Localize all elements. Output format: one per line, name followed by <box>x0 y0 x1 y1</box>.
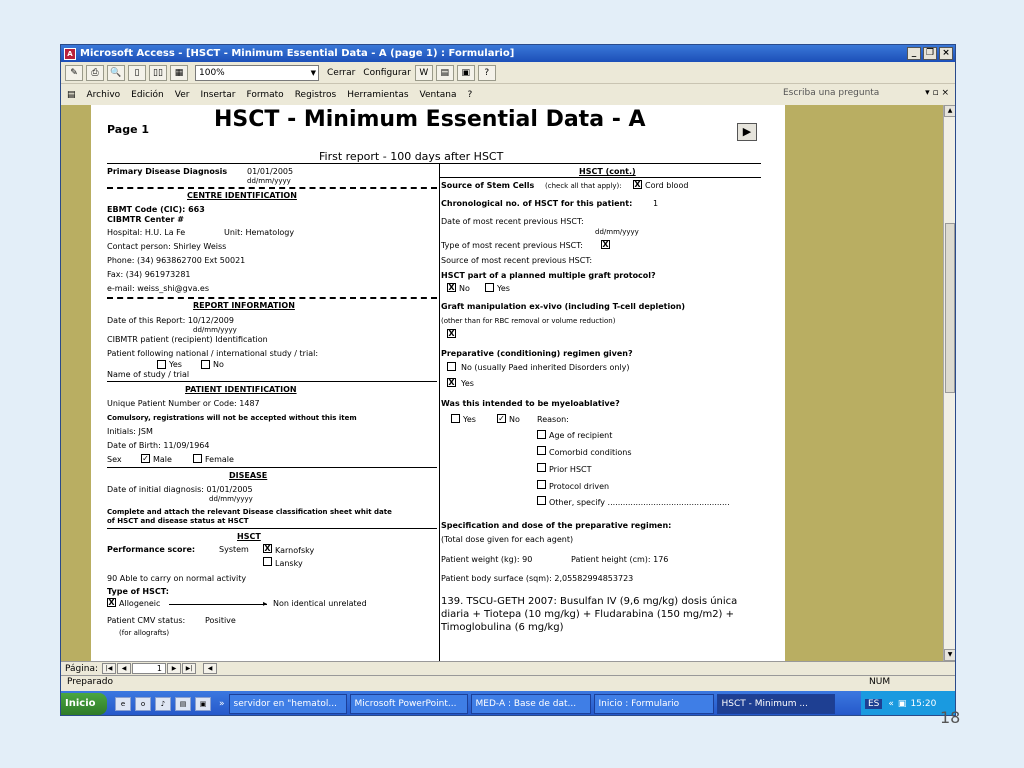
multi-graft-no-label: No <box>459 284 470 293</box>
performance-label: Performance score: <box>107 545 196 554</box>
study-question: Patient following national / international study / trial: <box>107 349 319 358</box>
zoom-select[interactable] <box>195 65 319 81</box>
preparative-yes-checkbox[interactable]: X <box>448 378 455 387</box>
recent-type-label: Type of most recent previous HSCT: <box>441 241 583 250</box>
reason-protocol-label: Protocol driven <box>549 482 610 491</box>
regimen-line-1[interactable]: 139. TSCU-GETH 2007: Busulfan IV (9,6 mg/kg) dosis única <box>441 596 738 607</box>
for-allografts: (for allografts) <box>119 629 170 637</box>
reason-age-checkbox[interactable] <box>537 430 546 439</box>
preparative-question: Preparative (conditioning) regimen given? <box>441 349 633 358</box>
fax[interactable]: Fax: (34) 961973281 <box>107 270 191 279</box>
male-checkbox[interactable]: ✓ <box>142 454 149 463</box>
dashed-separator <box>107 297 437 299</box>
initials[interactable]: Initials: JSM <box>107 427 153 436</box>
export-icon[interactable]: W <box>415 65 433 81</box>
myeloablative-no-label: No <box>509 415 520 424</box>
arrow-line <box>169 604 267 605</box>
karnofsky-checkbox[interactable]: X <box>264 544 271 553</box>
tray-expand-icon[interactable]: « <box>888 699 894 709</box>
slide-number: 18 <box>940 708 961 727</box>
recent-source-label: Source of most recent previous HSCT: <box>441 256 593 265</box>
divider <box>107 163 761 164</box>
dashed-separator <box>107 187 437 189</box>
arrow-right-icon: ▸ <box>263 599 268 608</box>
contact-person[interactable]: Contact person: Shirley Weiss <box>107 242 227 251</box>
zoom-value: 100% <box>199 67 225 78</box>
task-powerpoint[interactable]: Microsoft PowerPoint... <box>350 694 468 714</box>
ie-icon[interactable]: e <box>115 697 131 711</box>
ebmt-code[interactable]: EBMT Code (CIC): 663 <box>107 205 205 214</box>
cibmtr-patient[interactable]: CIBMTR patient (recipient) Identification <box>107 335 268 344</box>
female-label: Female <box>205 455 234 464</box>
study-no-label: No <box>213 360 224 369</box>
minimize-icon[interactable]: _ <box>907 47 921 60</box>
database-window-icon[interactable]: ▤ <box>436 65 454 81</box>
reason-prior-label: Prior HSCT <box>549 465 592 474</box>
prev-page-icon[interactable]: ◀ <box>117 663 131 674</box>
explorer-icon[interactable]: ▤ <box>175 697 191 711</box>
restore-icon[interactable]: ❐ <box>923 47 937 60</box>
email[interactable]: e-mail: weiss_shi@gva.es <box>107 284 210 293</box>
upn[interactable]: Unique Patient Number or Code: 1487 <box>107 399 260 408</box>
cmv-label: Patient CMV status: <box>107 616 186 625</box>
windows-taskbar <box>61 691 955 716</box>
menu-archivo[interactable]: Archivo <box>86 90 121 100</box>
unit[interactable]: Unit: Hematology <box>224 228 295 237</box>
help-icon[interactable]: ? <box>478 65 496 81</box>
network-icon[interactable]: ▣ <box>897 699 907 709</box>
graft-manip-question: Graft manipulation ex-vivo (including T-cell depletion) <box>441 302 686 311</box>
divider <box>107 381 437 382</box>
recent-type-checkbox[interactable]: X <box>602 240 609 249</box>
record-navigation-bar <box>61 661 955 675</box>
column-divider <box>439 163 440 661</box>
menu-insertar[interactable]: Insertar <box>200 90 236 100</box>
vertical-scrollbar[interactable] <box>943 105 955 661</box>
body-surface[interactable]: Patient body surface (sqm): 2,05582994853723 <box>441 574 634 583</box>
chevron-down-icon: ▼ <box>310 68 316 77</box>
study-yes-label: Yes <box>169 360 182 369</box>
cord-blood-checkbox[interactable]: X <box>634 180 641 189</box>
check-all-note: (check all that apply): <box>545 182 622 190</box>
divider <box>439 177 761 178</box>
date-of-birth[interactable]: Date of Birth: 11/09/1964 <box>107 441 210 450</box>
scroll-up-icon[interactable]: ▲ <box>944 105 956 117</box>
preparative-yes-label: Yes <box>461 379 474 388</box>
task-servidor[interactable]: servidor en "hematol... <box>229 694 347 714</box>
chrono-label: Chronological no. of HSCT for this patient: <box>441 199 633 208</box>
task-hsct[interactable]: HSCT - Minimum ... <box>717 694 835 714</box>
disease-header: DISEASE <box>229 471 268 480</box>
female-checkbox[interactable] <box>193 454 202 463</box>
reason-prior-checkbox[interactable] <box>537 463 546 472</box>
close-button[interactable]: Cerrar <box>327 67 356 78</box>
phone[interactable]: Phone: (34) 963862700 Ext 50021 <box>107 256 246 265</box>
non-identical-label: Non identical unrelated <box>273 599 367 608</box>
menu-ver[interactable]: Ver <box>174 90 190 100</box>
divider <box>107 467 437 468</box>
sex-label: Sex <box>107 455 122 464</box>
menu-ventana[interactable]: Ventana <box>419 90 457 100</box>
multi-graft-yes-checkbox[interactable] <box>485 283 494 292</box>
preparative-no-checkbox[interactable] <box>447 362 456 371</box>
print-icon[interactable]: ⎙ <box>86 65 104 81</box>
recent-date-label: Date of most recent previous HSCT: <box>441 217 584 226</box>
menu-registros[interactable]: Registros <box>294 90 337 100</box>
myeloablative-question: Was this intended to be myeloablative? <box>441 399 620 408</box>
date-format-hint: dd/mm/yyyy <box>209 495 253 503</box>
reason-age-label: Age of recipient <box>549 431 613 440</box>
new-object-icon[interactable]: ▣ <box>457 65 475 81</box>
patient-height[interactable]: Patient height (cm): 176 <box>571 555 669 564</box>
page-nav-label: Página: <box>65 663 99 674</box>
preparative-no-label: No (usually Paed inherited Disorders only) <box>461 363 630 372</box>
cord-blood-label: Cord blood <box>645 181 689 190</box>
status-bar <box>61 675 955 689</box>
outlook-icon[interactable]: o <box>135 697 151 711</box>
chrono-value[interactable]: 1 <box>653 199 659 208</box>
patient-header: PATIENT IDENTIFICATION <box>185 385 297 394</box>
karnofsky-label: Karnofsky <box>275 546 315 555</box>
cibmtr-centre[interactable]: CIBMTR Center # <box>107 215 184 224</box>
more-icon[interactable]: » <box>219 699 225 709</box>
access-window <box>60 44 956 716</box>
page-number-input[interactable]: 1 <box>132 663 166 674</box>
date-format-hint: dd/mm/yyyy <box>193 326 237 334</box>
toolbar <box>61 62 955 84</box>
first-page-icon[interactable]: |◀ <box>102 663 116 674</box>
two-pages-icon[interactable]: ▯▯ <box>149 65 167 81</box>
document-window-controls[interactable]: ▾ ▫ × <box>925 88 949 98</box>
language-indicator[interactable]: ES <box>865 699 882 709</box>
menu-herramientas[interactable]: Herramientas <box>347 90 409 100</box>
compulsory-note: Comulsory, registrations will not be accepted without this item <box>107 414 357 422</box>
centre-header: CENTRE IDENTIFICATION <box>187 191 297 200</box>
graft-manip-checkbox[interactable]: X <box>448 329 455 338</box>
primary-disease-label: Primary Disease Diagnosis <box>107 167 228 176</box>
reason-comorbid-label: Comorbid conditions <box>549 448 632 457</box>
title-bar <box>61 45 955 62</box>
status-text: Preparado <box>67 677 113 687</box>
study-name[interactable]: Name of study / trial <box>107 370 190 379</box>
form-page-area <box>61 105 955 661</box>
page-label: Page 1 <box>107 123 150 136</box>
zoom-icon[interactable]: 🔍 <box>107 65 125 81</box>
allogeneic-checkbox[interactable]: X <box>108 598 115 607</box>
graft-manip-note: (other than for RBC removal or volume reduction) <box>441 317 616 325</box>
scroll-thumb[interactable] <box>945 223 955 393</box>
menu-formato[interactable]: Formato <box>246 90 284 100</box>
reason-comorbid-checkbox[interactable] <box>537 446 546 455</box>
total-dose-note: (Total dose given for each agent) <box>441 535 574 544</box>
date-format-hint: dd/mm/yyyy <box>595 228 639 236</box>
male-label: Male <box>153 455 172 464</box>
form-margin-right <box>785 105 943 661</box>
num-lock-indicator: NUM <box>869 677 891 687</box>
menu-help[interactable]: ? <box>467 90 473 100</box>
menu-edicion[interactable]: Edición <box>131 90 164 100</box>
patient-weight[interactable]: Patient weight (kg): 90 <box>441 555 533 564</box>
access-app-icon: A <box>64 48 76 60</box>
initial-diagnosis[interactable]: Date of initial diagnosis: 01/01/2005 <box>107 485 253 494</box>
regimen-line-2[interactable]: diaria + Tiotepa (10 mg/kg) + Fludarabina (150 mg/m2) + <box>441 609 735 620</box>
allogeneic-label: Allogeneic <box>119 599 161 608</box>
design-view-icon[interactable]: ✎ <box>65 65 83 81</box>
hospital[interactable]: Hospital: H.U. La Fe <box>107 228 186 237</box>
type-label: Type of HSCT: <box>107 587 169 596</box>
reason-other-label: Other, specify ................................................ <box>549 498 730 507</box>
next-page-button[interactable]: ▶ <box>737 123 757 141</box>
form-margin-left <box>61 105 91 661</box>
myeloablative-no-checkbox[interactable]: ✓ <box>498 414 505 423</box>
menu-bar <box>61 85 955 105</box>
reason-label: Reason: <box>537 415 569 424</box>
scroll-left-icon[interactable]: ◀ <box>203 663 217 674</box>
next-page-icon[interactable]: ▶ <box>167 663 181 674</box>
system-label: System <box>219 545 249 554</box>
reason-protocol-checkbox[interactable] <box>537 480 546 489</box>
scroll-down-icon[interactable]: ▼ <box>944 649 956 661</box>
divider <box>107 528 437 529</box>
report-header: REPORT INFORMATION <box>193 301 295 310</box>
form-paper <box>91 105 785 661</box>
study-no-checkbox[interactable] <box>201 360 210 369</box>
myeloablative-yes-label: Yes <box>463 415 476 424</box>
hsct-cont-header: HSCT (cont.) <box>579 167 636 176</box>
multi-graft-no-checkbox[interactable]: X <box>448 283 455 292</box>
multi-graft-question: HSCT part of a planned multiple graft protocol? <box>441 271 656 280</box>
spec-header: Specification and dose of the preparative regimen: <box>441 521 672 530</box>
regimen-line-3[interactable]: Timoglobulina (6 mg/kg) <box>441 622 564 633</box>
close-icon[interactable]: × <box>939 47 953 60</box>
lansky-checkbox[interactable] <box>263 557 272 566</box>
form-subtitle: First report - 100 days after HSCT <box>319 150 504 163</box>
desktop-icon[interactable]: ▣ <box>195 697 211 711</box>
help-question-input[interactable]: Escriba una pregunta <box>783 88 880 98</box>
last-page-icon[interactable]: ▶| <box>182 663 196 674</box>
performance-value[interactable]: 90 Able to carry on normal activity <box>107 574 247 583</box>
configure-button[interactable]: Configurar <box>363 67 411 78</box>
report-date[interactable]: Date of this Report: 10/12/2009 <box>107 316 234 325</box>
hsct-header: HSCT <box>237 532 261 541</box>
stem-cells-label: Source of Stem Cells <box>441 181 535 190</box>
reason-other-checkbox[interactable] <box>537 496 546 505</box>
menu-icon: ▤ <box>67 90 76 100</box>
attach-note-1: Complete and attach the relevant Disease classification sheet whit date <box>107 508 392 516</box>
start-button[interactable]: Inicio <box>61 693 107 715</box>
window-title: Microsoft Access - [HSCT - Minimum Essential Data - A (page 1) : Formulario] <box>80 48 515 59</box>
task-med-a[interactable]: MED-A : Base de dat... <box>471 694 591 714</box>
date-format-hint: dd/mm/yyyy <box>247 177 291 185</box>
cmv-value[interactable]: Positive <box>205 616 236 625</box>
clock: 15:20 <box>910 699 937 709</box>
multiple-pages-icon[interactable]: ▦ <box>170 65 188 81</box>
myeloablative-yes-checkbox[interactable] <box>451 414 460 423</box>
lansky-label: Lansky <box>275 559 303 568</box>
one-page-icon[interactable]: ▯ <box>128 65 146 81</box>
task-inicio-formulario[interactable]: Inicio : Formulario <box>594 694 714 714</box>
attach-note-2: of HSCT and disease status at HSCT <box>107 517 249 525</box>
multi-graft-yes-label: Yes <box>497 284 510 293</box>
media-icon[interactable]: ♪ <box>155 697 171 711</box>
study-yes-checkbox[interactable] <box>157 360 166 369</box>
form-title: HSCT - Minimum Essential Data - A <box>214 107 646 132</box>
primary-disease-date[interactable]: 01/01/2005 <box>247 167 294 176</box>
